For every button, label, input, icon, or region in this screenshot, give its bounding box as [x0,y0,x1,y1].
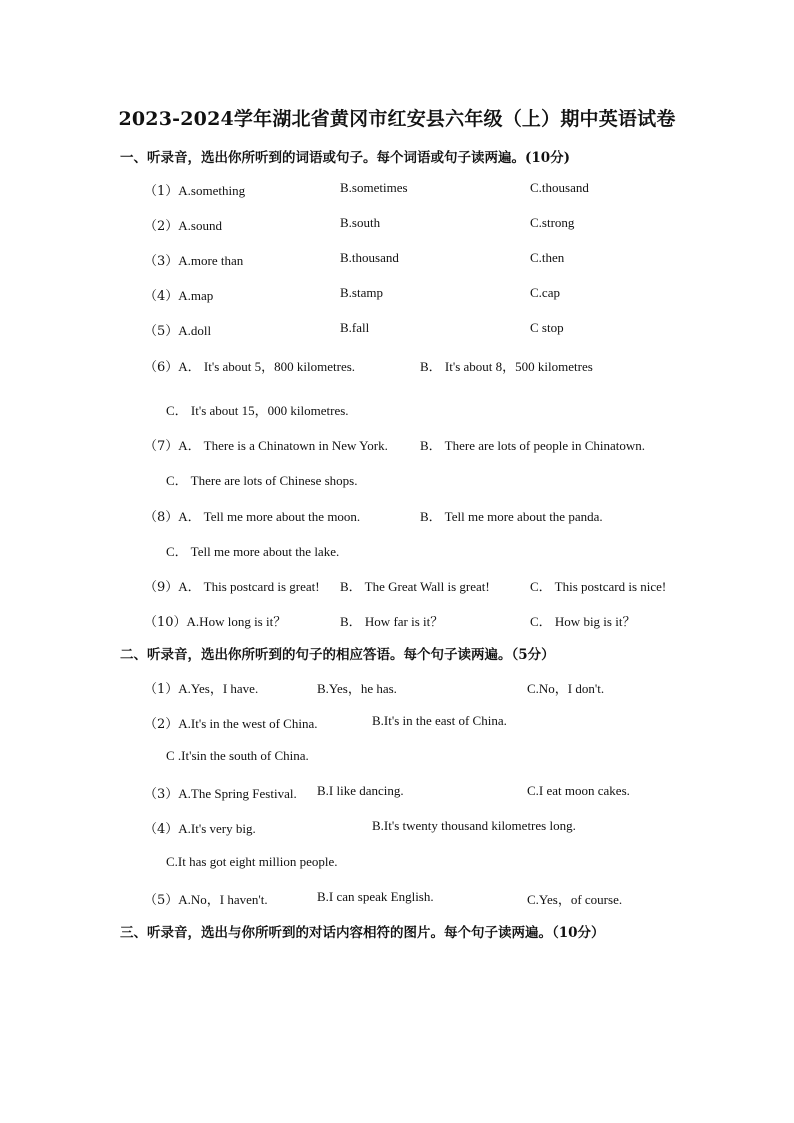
option-a: A.doll [178,323,212,338]
s1-q6-option-b: B． It's about 8，500 kilometres [420,359,593,374]
option-a: A.It's in the west of China. [178,716,318,731]
question-number: （3） [144,787,179,802]
s2-q2 [144,713,317,732]
s1-q1-option-b: B.sometimes [340,180,408,195]
s1-q3 [144,250,243,269]
question-number: （2） [144,219,179,234]
s2-q1-option-c: C.No，I don't. [527,681,605,696]
s1-q4 [144,285,213,304]
question-number: （8） [144,510,179,525]
s1-q10-option-c: C． How big is it？ [530,614,636,629]
s1-q2-option-c: C.strong [530,215,575,230]
s2-q4-option-b: B.It's twenty thousand kilometres long. [372,818,576,833]
s1-q10 [144,611,286,630]
option-a: A.sound [178,218,222,233]
s1-q5 [144,320,211,339]
s1-q3-option-b: B.thousand [340,250,399,265]
option-a: A.more than [178,253,244,268]
s1-q5-option-b: B.fall [340,320,370,335]
question-number: （7） [144,439,179,454]
s1-q7-option-c: C． There are lots of Chinese shops. [166,473,358,488]
question-number: （9） [144,580,179,595]
question-number: （1） [144,682,179,697]
option-a: A.It's very big. [178,821,256,836]
question-number: （3） [144,254,179,269]
s2-q5 [144,889,268,908]
s1-q9-option-b: B． The Great Wall is great! [340,579,490,594]
s2-q3-option-c: C.I eat moon cakes. [527,783,630,798]
s1-q2 [144,215,222,234]
s2-q3-option-b: B.I like dancing. [317,783,404,798]
s2-q4-option-c: C.It has got eight million people. [166,854,338,869]
s1-q8-option-c: C． Tell me more about the lake. [166,544,340,559]
question-number: （2） [144,717,179,732]
option-a: A． This postcard is great! [178,579,320,594]
s1-q2-option-b: B.south [340,215,381,230]
s2-q5-option-c: C.Yes，of course. [527,892,623,907]
s2-q4 [144,818,256,837]
s2-q2-option-b: B.It's in the east of China. [372,713,507,728]
question-number: （6） [144,360,179,375]
s2-q1 [144,678,258,697]
s1-q4-option-b: B.stamp [340,285,383,300]
s2-q2-option-c: C .It'sin the south of China. [166,748,309,763]
s1-q3-option-c: C.then [530,250,565,265]
section2-heading: 二、听录音，选出你所听到的句子的相应答语。每个句子读两遍。（5分） [120,647,555,663]
question-number: （5） [144,893,179,908]
question-number: （1） [144,184,179,199]
s2-q3 [144,783,297,802]
question-number: （4） [144,822,179,837]
s1-q6 [144,356,355,375]
option-a: A.something [178,183,246,198]
s1-q8-option-b: B． Tell me more about the panda. [420,509,603,524]
s1-q7 [144,435,388,454]
option-a: A.The Spring Festival. [178,786,297,801]
option-a: A． There is a Chinatown in New York. [178,438,388,453]
question-number: （4） [144,289,179,304]
section1-heading: 一、听录音，选出你所听到的词语或句子。每个词语或句子读两遍。(10分) [120,150,571,166]
option-a: A． It's about 5，800 kilometres. [178,359,356,374]
option-a: A.No，I haven't. [178,892,268,907]
s1-q1-option-c: C.thousand [530,180,589,195]
s1-q9-option-c: C． This postcard is nice! [530,579,667,594]
s1-q5-option-c: C stop [530,320,564,335]
question-number: （10） [144,615,187,630]
question-number: （5） [144,324,179,339]
section3-heading: 三、听录音，选出与你所听到的对话内容相符的图片。每个句子读两遍。（10分） [120,925,605,941]
s2-q5-option-b: B.I can speak English. [317,889,434,904]
s1-q6-option-c: C． It's about 15，000 kilometres. [166,403,349,418]
s2-q1-option-b: B.Yes，he has. [317,681,397,696]
s1-q8 [144,506,360,525]
s1-q7-option-b: B． There are lots of people in Chinatown. [420,438,646,453]
option-a: A． Tell me more about the moon. [178,509,361,524]
s1-q1 [144,180,245,199]
s1-q10-option-b: B． How far is it？ [340,614,444,629]
s1-q4-option-c: C.cap [530,285,560,300]
option-a: A.Yes，I have. [178,681,259,696]
s1-q9 [144,576,320,595]
exam-title: 2023-2024学年湖北省黄冈市红安县六年级（上）期中英语试卷 [118,108,676,130]
option-a: A.How long is it？ [186,614,287,629]
option-a: A.map [178,288,214,303]
